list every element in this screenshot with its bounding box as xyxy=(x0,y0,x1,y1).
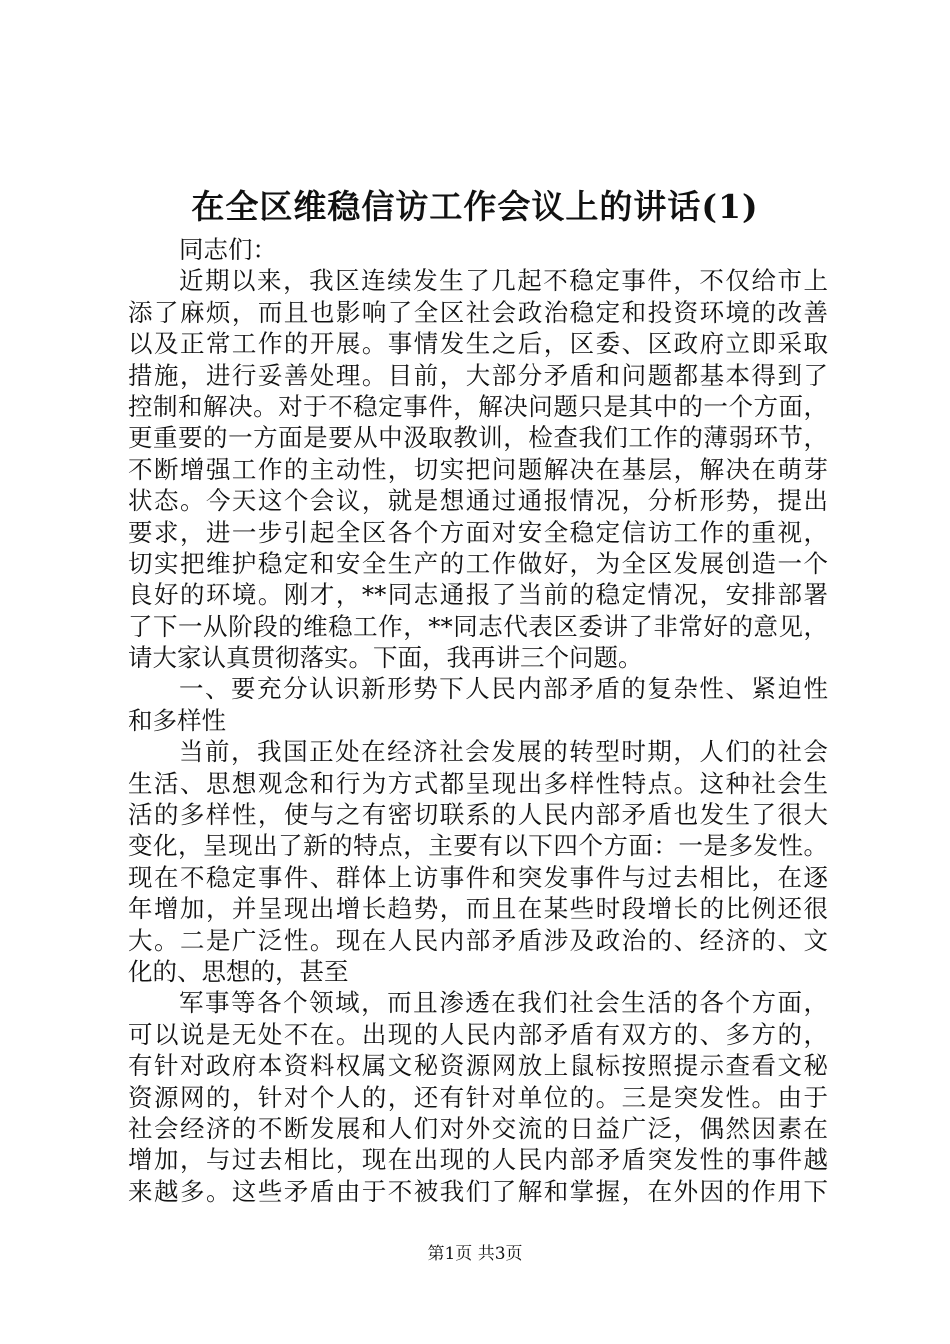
text-line: 年增加，并呈现出增长趋势，而且在某些时段增长的比例还很 xyxy=(128,894,828,924)
text-line: 大。二是广泛性。现在人民内部矛盾涉及政治的、经济的、文 xyxy=(128,925,828,955)
text-line: 可以说是无处不在。出现的人民内部矛盾有双方的、多方的， xyxy=(128,1019,828,1049)
text-line: 军事等各个领域，而且渗透在我们社会生活的各个方面， xyxy=(179,988,828,1018)
text-line: 增加，与过去相比，现在出现的人民内部矛盾突发性的事件越 xyxy=(128,1145,828,1175)
text-line: 有针对政府本资料权属文秘资源网放上鼠标按照提示查看文秘 xyxy=(128,1051,828,1081)
text-line: 和多样性 xyxy=(128,705,226,735)
text-line: 切实把维护稳定和安全生产的工作做好，为全区发展创造一个 xyxy=(128,548,828,578)
text-line: 变化，呈现出了新的特点，主要有以下四个方面：一是多发性。 xyxy=(128,831,828,861)
text-line: 以及正常工作的开展。事情发生之后，区委、区政府立即采取 xyxy=(128,329,828,359)
text-line: 状态。今天这个会议，就是想通过通报情况，分析形势，提出 xyxy=(128,486,828,516)
text-line: 不断增强工作的主动性，切实把问题解决在基层，解决在萌芽 xyxy=(128,454,828,484)
document-title: 在全区维稳信访工作会议上的讲话(1) xyxy=(191,187,759,226)
text-line: 一、要充分认识新形势下人民内部矛盾的复杂性、紧迫性 xyxy=(179,674,828,704)
document-body xyxy=(128,234,828,1207)
text-line: 活的多样性，使与之有密切联系的人民内部矛盾也发生了很大 xyxy=(128,800,828,830)
text-line: 要求，进一步引起全区各个方面对安全稳定信访工作的重视， xyxy=(128,517,828,547)
text-line: 来越多。这些矛盾由于不被我们了解和掌握，在外因的作用下 xyxy=(128,1176,828,1206)
text-line: 控制和解决。对于不稳定事件，解决问题只是其中的一个方面， xyxy=(128,391,828,421)
text-line: 请大家认真贯彻落实。下面，我再讲三个问题。 xyxy=(128,643,643,673)
text-line: 了下一从阶段的维稳工作，**同志代表区委讲了非常好的意见， xyxy=(128,611,828,641)
text-line: 化的、思想的，甚至 xyxy=(128,956,349,986)
text-line: 添了麻烦，而且也影响了全区社会政治稳定和投资环境的改善 xyxy=(128,297,828,327)
text-line: 近期以来，我区连续发生了几起不稳定事件，不仅给市上 xyxy=(179,266,828,296)
text-line: 社会经济的不断发展和人们对外交流的日益广泛，偶然因素在 xyxy=(128,1113,828,1143)
text-line: 现在不稳定事件、群体上访事件和突发事件与过去相比，在逐 xyxy=(128,862,828,892)
text-line: 良好的环境。刚才，**同志通报了当前的稳定情况，安排部署 xyxy=(128,580,828,610)
text-line: 当前，我国正处在经济社会发展的转型时期，人们的社会 xyxy=(179,737,828,767)
page-footer: 第1页 共3页 xyxy=(427,1244,523,1264)
text-line: 更重要的一方面是要从中汲取教训，检查我们工作的薄弱环节， xyxy=(128,423,828,453)
text-line: 资源网的，针对个人的，还有针对单位的。三是突发性。由于 xyxy=(128,1082,828,1112)
text-line: 同志们： xyxy=(179,235,277,264)
text-line: 措施，进行妥善处理。目前，大部分矛盾和问题都基本得到了 xyxy=(128,360,828,390)
text-line: 生活、思想观念和行为方式都呈现出多样性特点。这种社会生 xyxy=(128,768,828,798)
